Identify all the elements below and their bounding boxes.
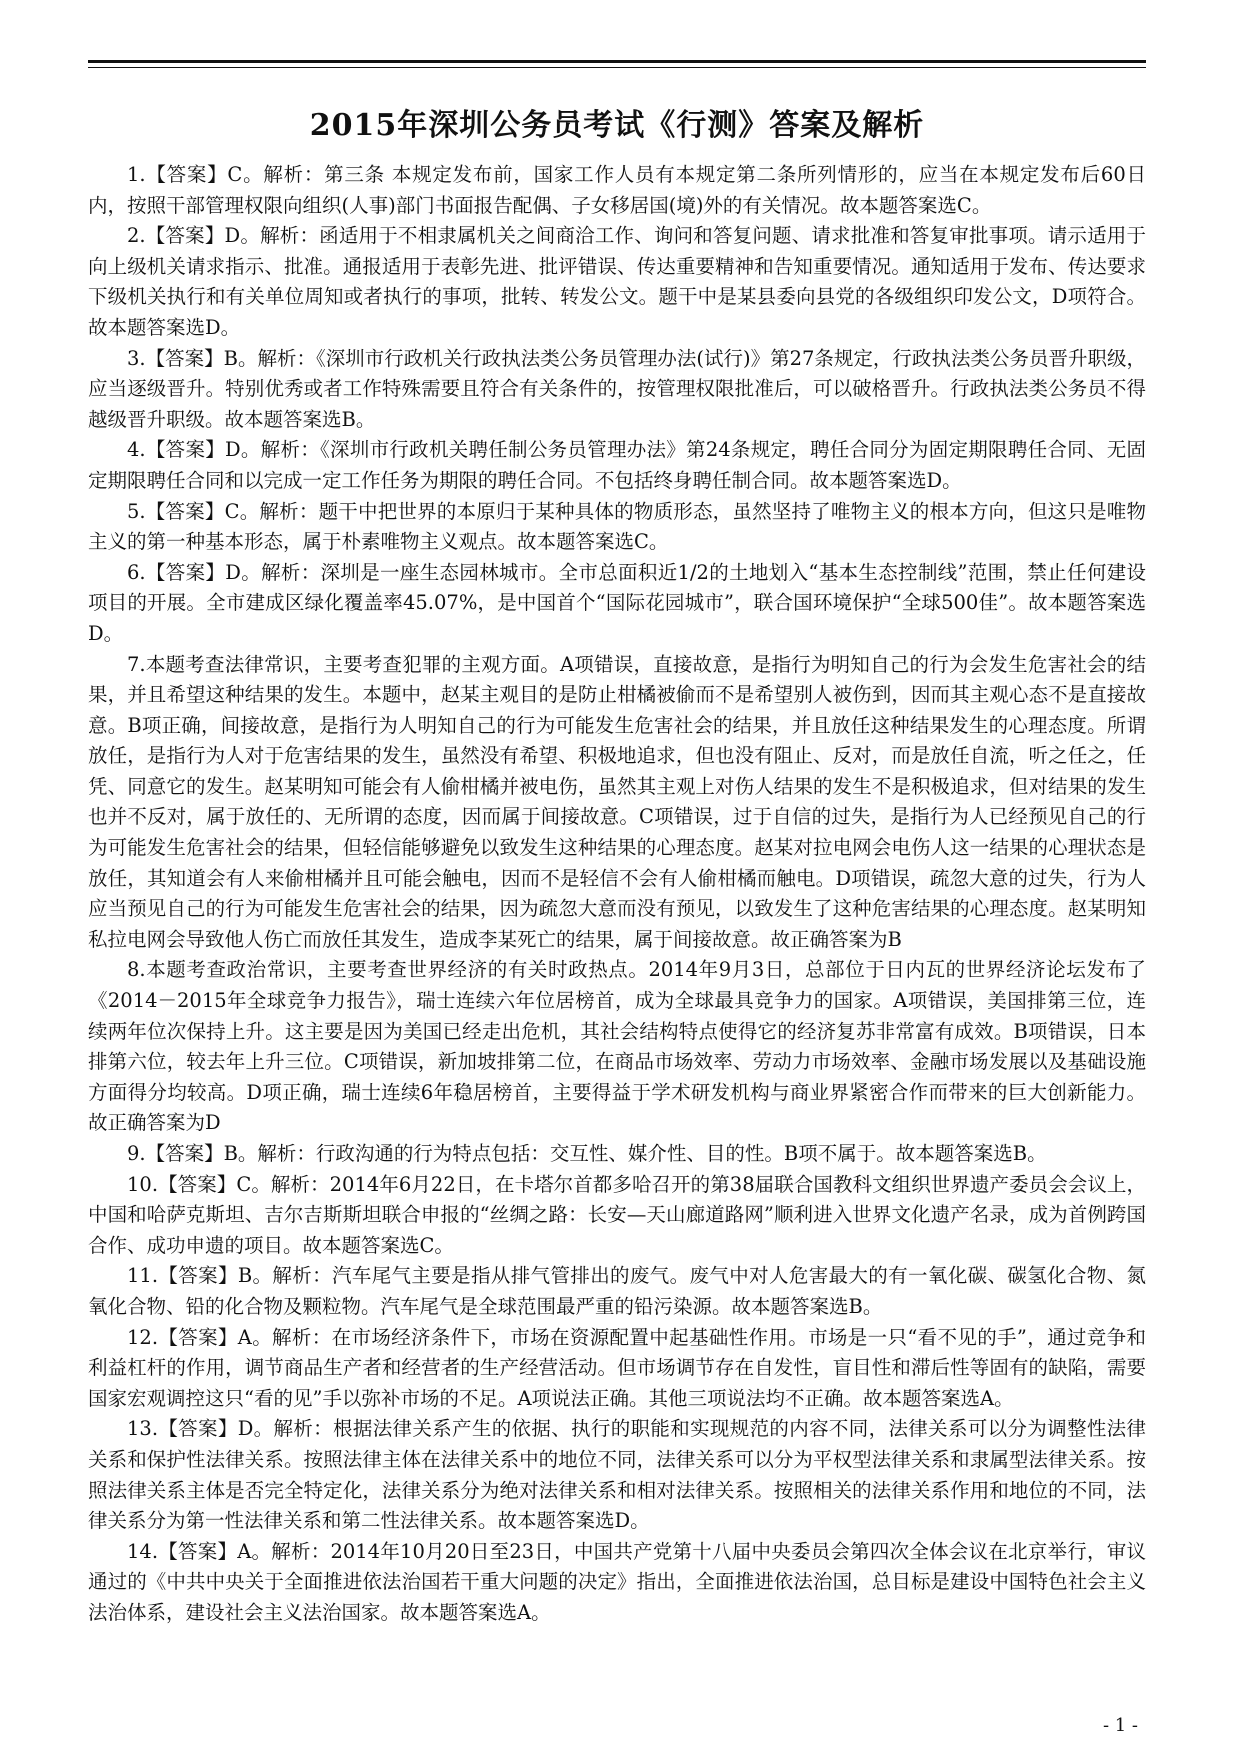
answer-item-5: 5.【答案】C。解析：题干中把世界的本原归于某种具体的物质形态，虽然坚持了唯物主义的根本方向，但这只是唯物主义的第一种基本形态，属于朴素唯物主义观点。故本题答案选C。 xyxy=(88,499,1146,554)
page-number: - 1 - xyxy=(1102,1715,1138,1736)
header-rule-thick xyxy=(88,60,1146,63)
answer-item-14: 14.【答案】A。解析：2014年10月20日至23日，中国共产党第十八届中央委员会第四次全体会议在北京举行，审议通过的《中共中央关于全面推进依法治国若干重大问题的决定》指出，全面推进依法治国，总目标是建设中国特色社会主义法治体系，建设社会主义法治国家。故本题答案选A。 xyxy=(88,1539,1146,1624)
answer-item-8: 8.本题考查政治常识，主要考查世界经济的有关时政热点。2014年9月3日，总部位于日内瓦的世界经济论坛发布了《2014－2015年全球竞争力报告》，瑞士连续六年位居榜首，成为全球最具竞争力的国家。A项错误，美国排第三位，连续两年位次保持上升。这主要是因为美国已经走出危机，其社会结构特点使得它的经济复苏非常富有成效。B项错误，日本排第六位，较去年上升三位。C项错误，新加坡排第二位，在商品市场效率、劳动力市场效率、金融市场发展以及基础设施方面得分均较高。D项正确，瑞士连续6年稳居榜首，主要得益于学术研发机构与商业界紧密合作而带来的巨大创新能力。故正确答案为D xyxy=(88,958,1146,1135)
answer-item-13: 13.【答案】D。解析：根据法律关系产生的依据、执行的职能和实现规范的内容不同，法律关系可以分为调整性法律关系和保护性法律关系。按照法律主体在法律关系中的地位不同，法律关系可以分为平权型法律关系和隶属型法律关系。按照法律关系主体是否完全特定化，法律关系分为绝对法律关系和相对法律关系。按照相关的法律关系作用和地位的不同，法律关系分为第一性法律关系和第二性法律关系。故本题答案选D。 xyxy=(88,1417,1146,1533)
document-title: 2015年深圳公务员考试《行测》答案及解析 xyxy=(309,108,925,144)
header-rule-thin xyxy=(88,67,1146,68)
answer-item-1: 1.【答案】C。解析：第三条 本规定发布前，国家工作人员有本规定第二条所列情形的，应当在本规定发布后60日内，按照干部管理权限向组织(人事)部门书面报告配偶、子女移居国(境)外的有关情况。故本题答案选C。 xyxy=(88,163,1146,217)
answer-item-4: 4.【答案】D。解析：《深圳市行政机关聘任制公务员管理办法》第24条规定，聘任合同分为固定期限聘任合同、无固定期限聘任合同和以完成一定工作任务为期限的聘任合同。不包括终身聘任制合同。故本题答案选D。 xyxy=(88,438,1146,492)
answer-item-7: 7.本题考查法律常识，主要考查犯罪的主观方面。A项错误，直接故意，是指行为明知自己的行为会发生危害社会的结果，并且希望这种结果的发生。本题中，赵某主观目的是防止柑橘被偷而不是希望别人被伤到，因而其主观心态不是直接故意。B项正确，间接故意，是指行为人明知自己的行为可能发生危害社会的结果，并且放任这种结果发生的心理态度。所谓放任，是指行为人对于危害结果的发生，虽然没有希望、积极地追求，但也没有阻止、反对，而是放任自流，听之任之，任凭、同意它的发生。赵某明知可能会有人偷柑橘并被电伤，虽然其主观上对伤人结果的发生不是积极追求，但对结果的发生也并不反对，属于放任的、无所谓的态度，因而属于间接故意。C项错误，过于自信的过失，是指行为人已经预见自己的行为可能发生危害社会的结果，但轻信能够避免以致发生这种结果的心理态度。赵某对拉电网会电伤人这一结果的心理状态是放任，其知道会有人来偷柑橘并且可能会触电，因而不是轻信不会有人偷柑橘而触电。D项错误，疏忽大意的过失，行为人应当预见自己的行为可能发生危害社会的结果，因为疏忽大意而没有预见，以致发生了这种危害结果的心理态度。赵某明知私拉电网会导致他人伤亡而放任其发生，造成李某死亡的结果，属于间接故意。故正确答案为B xyxy=(88,652,1146,951)
answer-item-12: 12.【答案】A。解析：在市场经济条件下，市场在资源配置中起基础性作用。市场是一只“看不见的手”，通过竞争和利益杠杆的作用，调节商品生产者和经营者的生产经营活动。但市场调节存在自发性，盲目性和滞后性等固有的缺陷，需要国家宏观调控这只“看的见”手以弥补市场的不足。A项说法正确。其他三项说法均不正确。故本题答案选A。 xyxy=(88,1325,1146,1410)
answer-item-6: 6.【答案】D。解析：深圳是一座生态园林城市。全市总面积近1/2的土地划入“基本生态控制线”范围，禁止任何建设项目的开展。全市建成区绿化覆盖率45.07%，是中国首个“国际花园城市”，联合国环境保护“全球500佳”。故本题答案选D。 xyxy=(88,560,1146,645)
answer-list xyxy=(88,160,1146,1629)
answer-item-3: 3.【答案】B。解析：《深圳市行政机关行政执法类公务员管理办法(试行)》第27条规定，行政执法类公务员晋升职级，应当逐级晋升。特别优秀或者工作特殊需要且符合有关条件的，按管理权限批准后，可以破格晋升。行政执法类公务员不得越级晋升职级。故本题答案选B。 xyxy=(88,346,1146,431)
answer-item-9: 9.【答案】B。解析：行政沟通的行为特点包括：交互性、媒介性、目的性。B项不属于。故本题答案选B。 xyxy=(127,1142,1047,1165)
answer-item-10: 10.【答案】C。解析：2014年6月22日，在卡塔尔首都多哈召开的第38届联合国教科文组织世界遗产委员会会议上，中国和哈萨克斯坦、吉尔吉斯斯坦联合申报的“丝绸之路：长安—天山廊道路网”顺利进入世界文化遗产名录，成为首例跨国合作、成功申遗的项目。故本题答案选C。 xyxy=(88,1172,1146,1257)
answer-item-2: 2.【答案】D。解析：函适用于不相隶属机关之间商洽工作、询问和答复问题、请求批准和答复审批事项。请示适用于向上级机关请求指示、批准。通报适用于表彰先进、批评错误、传达重要精神和告知重要情况。通知适用于发布、传达要求下级机关执行和有关单位周知或者执行的事项，批转、转发公文。题干中是某县委向县党的各级组织印发公文，D项符合。故本题答案选D。 xyxy=(88,224,1146,339)
answer-item-11: 11.【答案】B。解析：汽车尾气主要是指从排气管排出的废气。废气中对人危害最大的有一氧化碳、碳氢化合物、氮氧化合物、铅的化合物及颗粒物。汽车尾气是全球范围最严重的铅污染源。故本题答案选B。 xyxy=(88,1264,1146,1318)
